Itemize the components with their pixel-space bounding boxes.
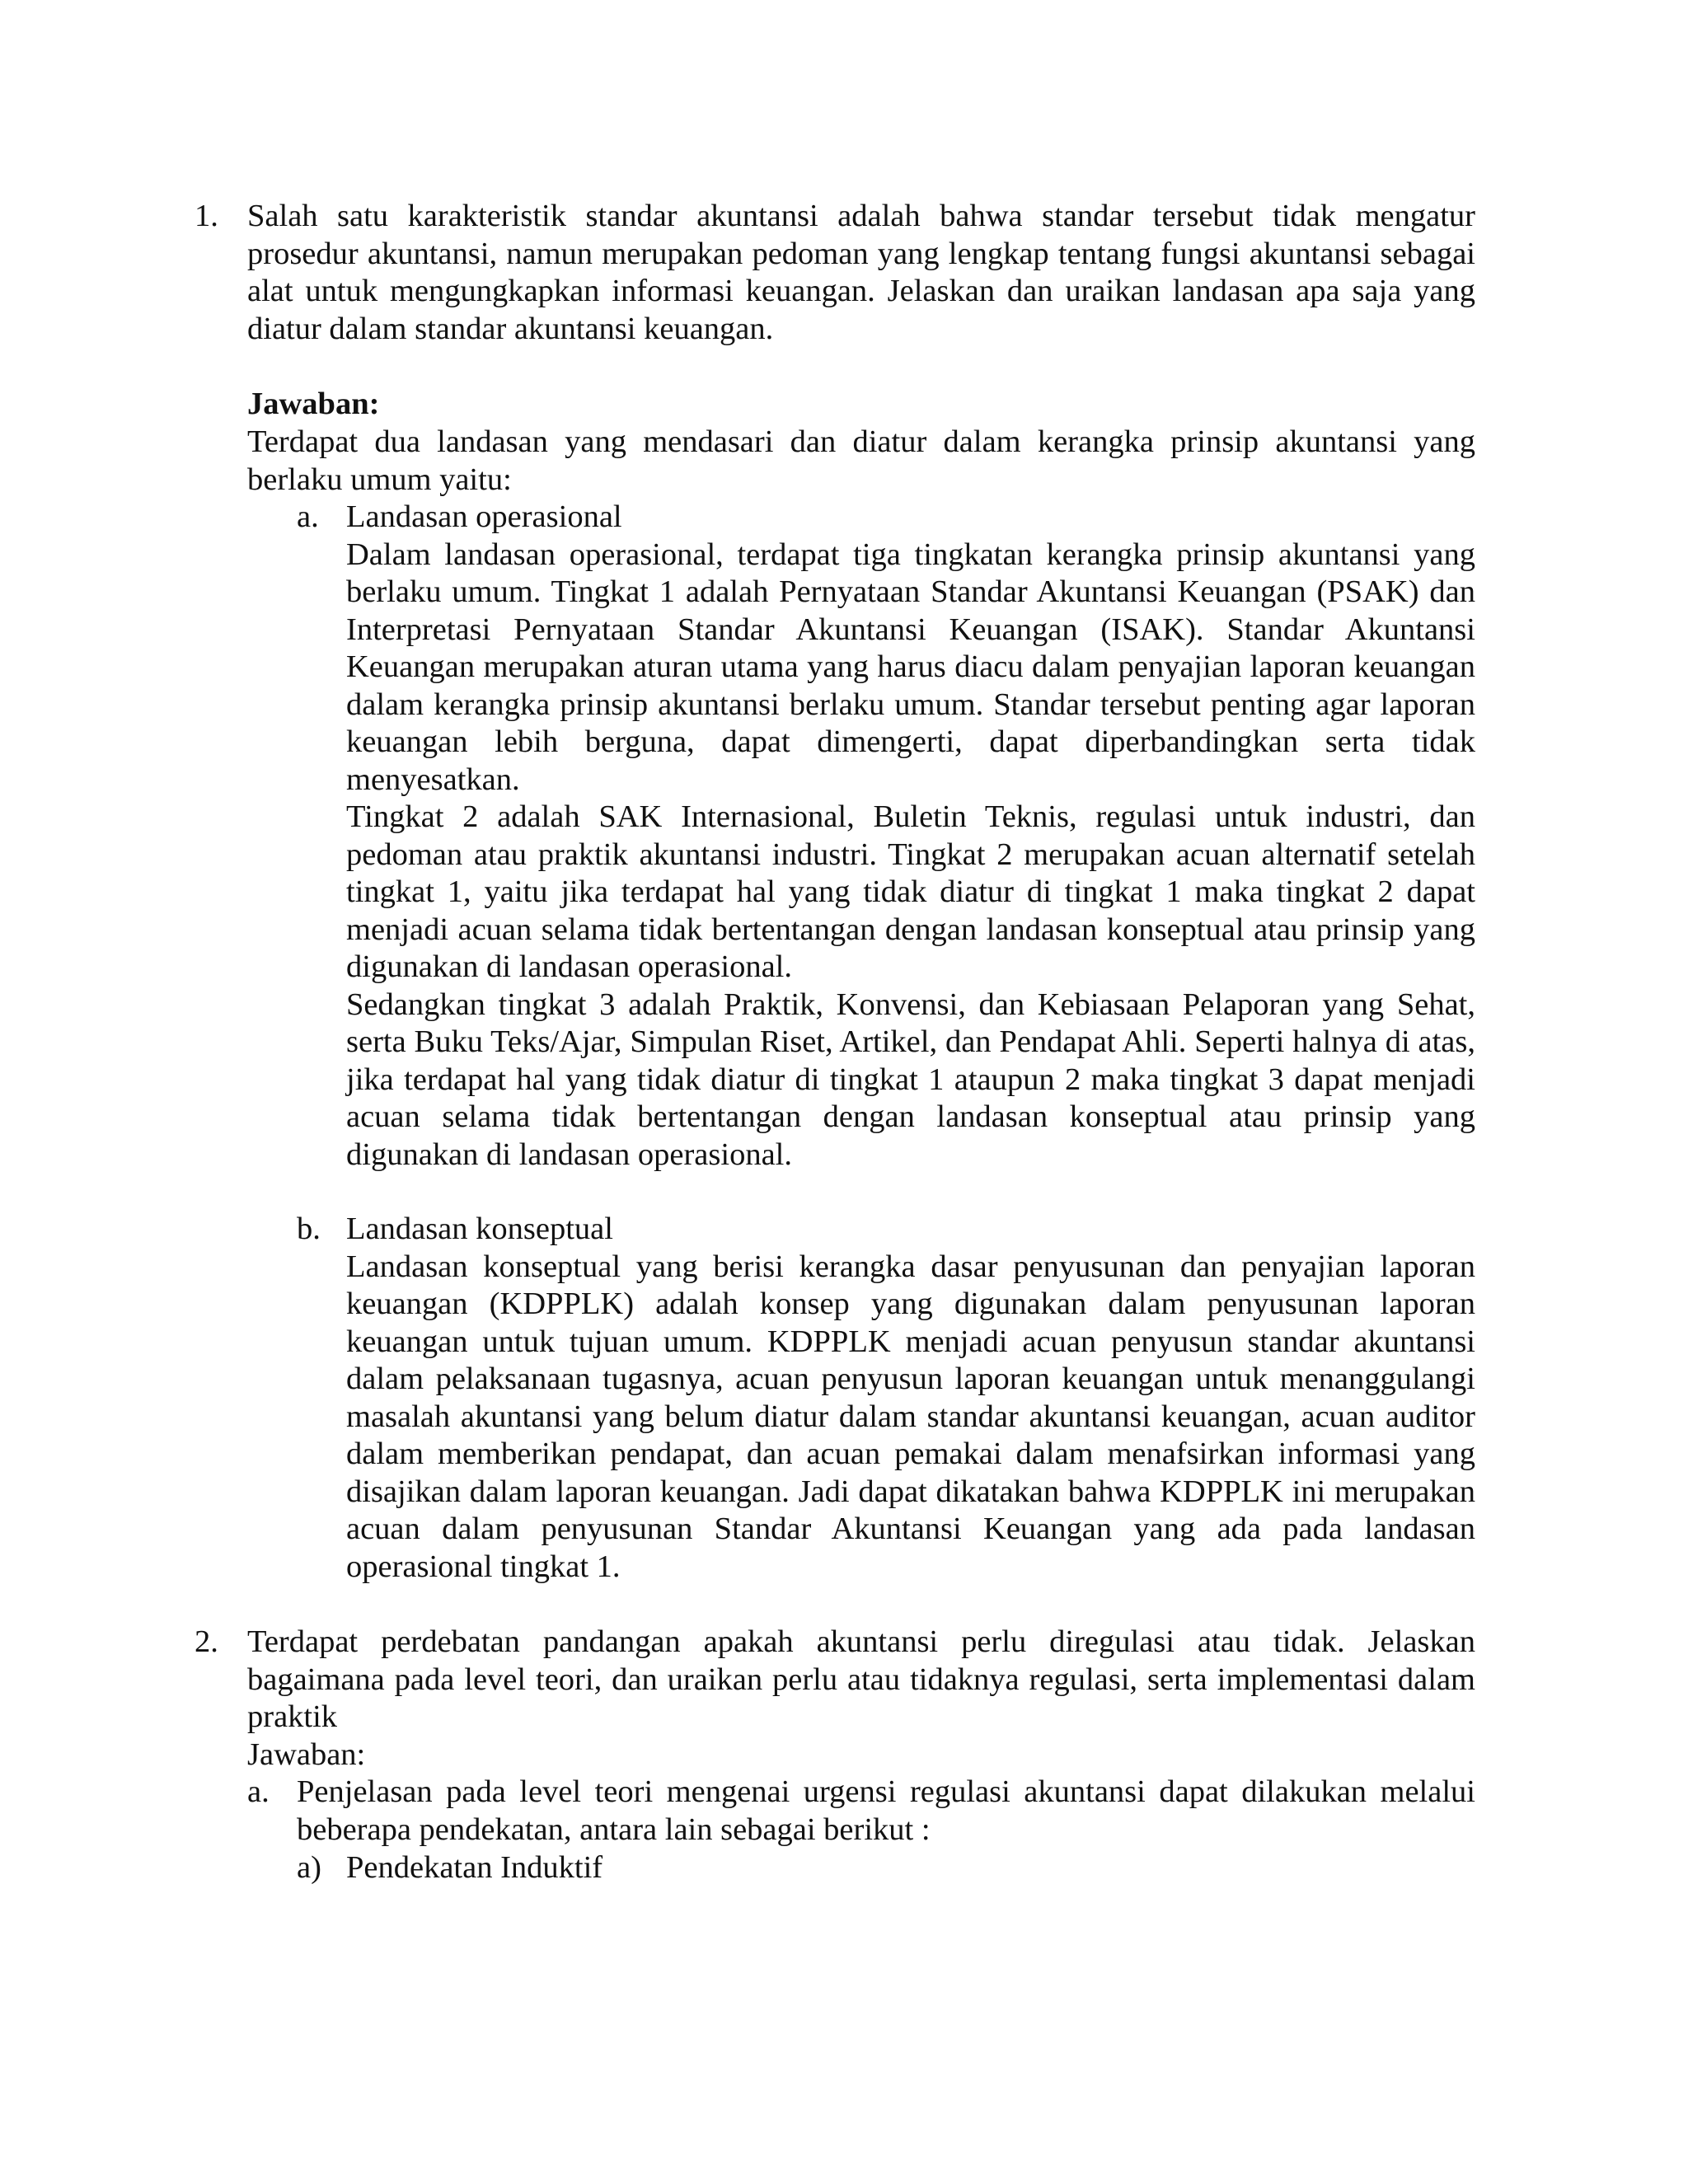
question-1 — [195, 198, 1475, 348]
item-paragraph: Dalam landasan operasional, terdapat tiga tingkatan kerangka prinsip akuntansi yang berlaku umum. Tingkat 1 adalah Pernyataan Standar Akuntansi Keuangan (PSAK) dan Interpretasi Pernyataan Standar Akuntansi Keuangan (ISAK). Standar Akuntansi Keuangan merupakan aturan utama yang harus diacu dalam penyajian laporan keuangan dalam kerangka prinsip akuntansi berlaku umum. Standar tersebut penting agar laporan keuangan lebih berguna, dapat dimengerti, dapat diperbandingkan serta tidak menyesatkan. — [346, 537, 1475, 797]
question-text: Terdapat perdebatan pandangan apakah akuntansi perlu diregulasi atau tidak. Jelaskan bagaimana pada level teori, dan uraikan perlu atau tidaknya regulasi, serta implementasi dalam praktik — [247, 1624, 1475, 1734]
question-number: 1. — [195, 199, 218, 233]
question-text: Salah satu karakteristik standar akuntansi adalah bahwa standar tersebut tidak mengatur prosedur akuntansi, namun merupakan pedoman yang lengkap tentang fungsi akuntansi sebagai alat untuk mengungkapkan informasi keuangan. Jelaskan dan uraikan landasan apa saja yang diatur dalam standar akuntansi keuangan. — [247, 199, 1475, 346]
item-paragraph: Tingkat 2 adalah SAK Internasional, Buletin Teknis, regulasi untuk industri, dan pedoman atau praktik akuntansi industri. Tingkat 2 merupakan acuan alternatif setelah tingkat 1, yaitu jika terdapat hal yang tidak diatur di tingkat 1 maka tingkat 2 dapat menjadi acuan selama tidak bertentangan dengan landasan konseptual atau prinsip yang digunakan di landasan operasional. — [346, 799, 1475, 984]
item-label: a. — [247, 1774, 270, 1809]
list-item-a — [247, 1774, 1475, 1849]
item-title: Landasan operasional — [346, 499, 622, 534]
answer-label-1 — [247, 386, 1475, 424]
answer-label: Jawaban: — [247, 387, 380, 421]
item-text: Penjelasan pada level teori mengenai urgensi regulasi akuntansi dapat dilakukan melalui beberapa pendekatan, antara lain sebagai berikut : — [297, 1774, 1475, 1847]
item-text: Pendekatan Induktif — [346, 1850, 603, 1885]
list-item-a — [297, 499, 1475, 1174]
question-number: 2. — [195, 1624, 218, 1659]
question-2 — [195, 1624, 1475, 1774]
item-paragraph: Landasan konseptual yang berisi kerangka dasar penyusunan dan penyajian laporan keuangan (KDPPLK) adalah konsep yang digunakan dalam penyusunan laporan keuangan untuk tujuan umum. KDPPLK menjadi acuan penyusun standar akuntansi dalam pelaksanaan tugasnya, acuan penyusun laporan keuangan untuk menanggulangi masalah akuntansi yang belum diatur dalam standar akuntansi keuangan, acuan auditor dalam memberikan pendapat, dan acuan pemakai dalam menafsirkan informasi yang disajikan dalam laporan keuangan. Jadi dapat dikatakan bahwa KDPPLK ini merupakan acuan dalam penyusunan Standar Akuntansi Keuangan yang ada pada landasan operasional tingkat 1. — [346, 1249, 1475, 1584]
answer-intro-1 — [247, 424, 1475, 499]
list-item-b — [297, 1211, 1475, 1586]
answer-intro: Terdapat dua landasan yang mendasari dan diatur dalam kerangka prinsip akuntansi yang berlaku umum yaitu: — [247, 424, 1475, 497]
item-label: b. — [297, 1212, 321, 1246]
answer-label: Jawaban: — [247, 1736, 366, 1772]
item-paragraph: Sedangkan tingkat 3 adalah Praktik, Konvensi, dan Kebiasaan Pelaporan yang Sehat, serta Buku Teks/Ajar, Simpulan Riset, Artikel, dan Pendapat Ahli. Seperti halnya di atas, jika terdapat hal yang tidak diatur di tingkat 1 ataupun 2 maka tingkat 3 dapat menjadi acuan selama tidak bertentangan dengan landasan konseptual atau prinsip yang digunakan di landasan operasional. — [346, 987, 1475, 1172]
item-label: a) — [297, 1850, 321, 1885]
sub-list-item — [297, 1849, 1475, 1887]
item-label: a. — [297, 499, 319, 534]
item-title: Landasan konseptual — [346, 1212, 613, 1246]
